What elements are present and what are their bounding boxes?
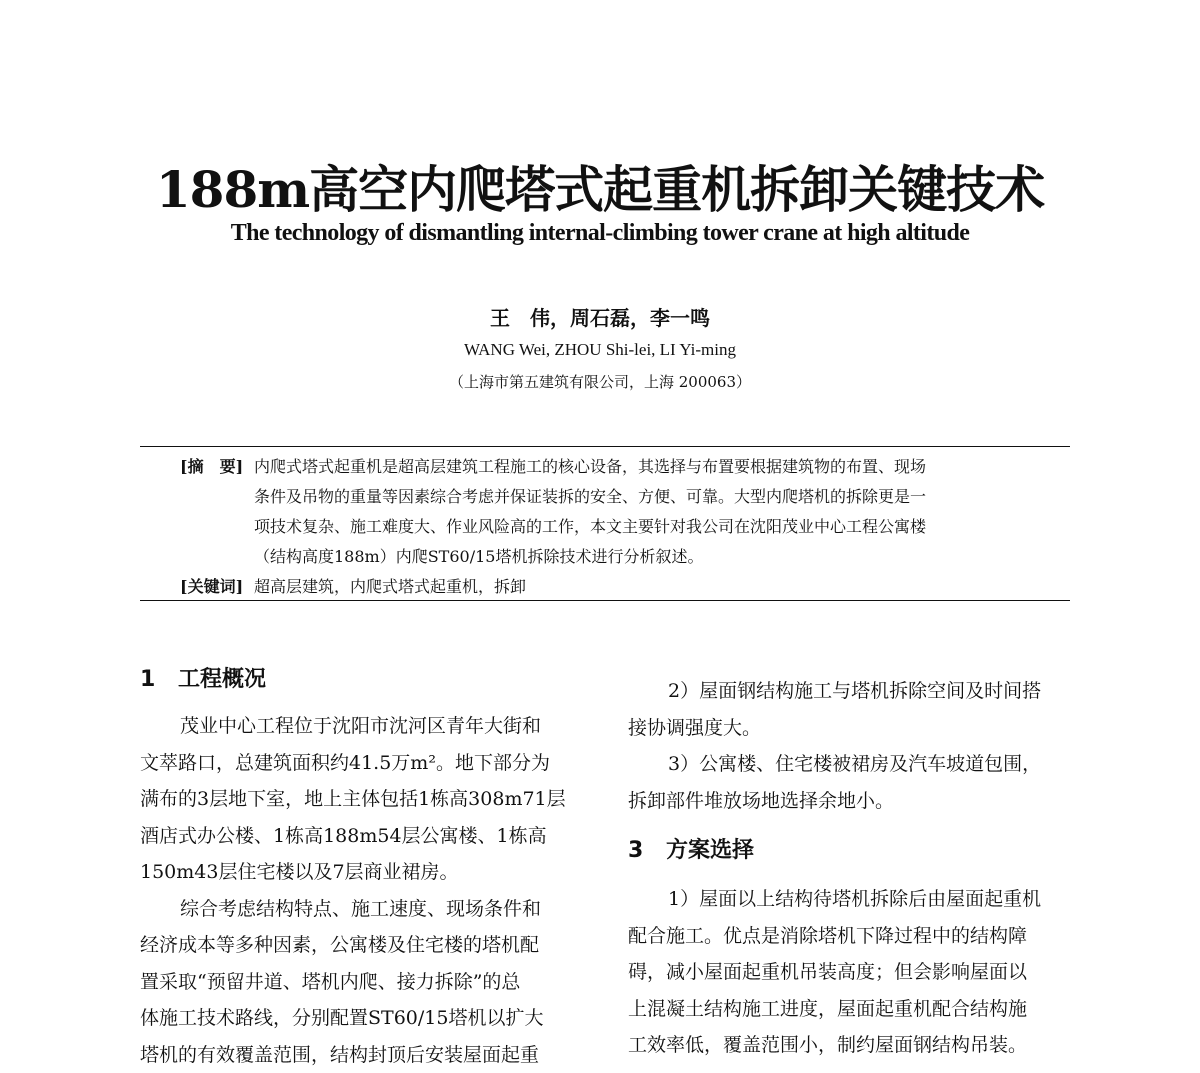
paragraph-line: 碍，减小屋面起重机吊装高度；但会影响屋面以 [628,954,1070,991]
section-number: 3 [628,831,666,871]
authors-english: WANG Wei, ZHOU Shi-lei, LI Yi-ming [0,340,1200,360]
paragraph-line: 置采取“预留井道、塔机内爬、接力拆除”的总 [140,964,582,1001]
abstract-block [180,452,1060,602]
paragraph-line: 1）屋面以上结构待塔机拆除后由屋面起重机 [628,881,1070,918]
section-heading-3 [628,831,1070,871]
abstract-first-line [180,452,1060,482]
paragraph-line: 配合施工。优点是消除塔机下降过程中的结构障 [628,918,1070,955]
paragraph-line: 塔机的有效覆盖范围，结构封顶后安装屋面起重 [140,1037,582,1073]
keywords-line [180,572,1060,602]
title-chinese: 188m高空内爬塔式起重机拆卸关键技术 [0,150,1200,222]
paragraph-line: 体施工技术路线，分别配置ST60/15塔机以扩大 [140,1000,582,1037]
paragraph-line: 拆卸部件堆放场地选择余地小。 [628,783,1070,820]
section-title: 工程概况 [178,667,266,692]
keywords-label: [关键词] [180,572,254,602]
abstract-line: 条件及吊物的重量等因素综合考虑并保证装拆的安全、方便、可靠。大型内爬塔机的拆除更是一 [180,482,1060,512]
paragraph-line: 综合考虑结构特点、施工速度、现场条件和 [140,891,582,928]
paragraph-line: 满布的3层地下室，地上主体包括1栋高308m71层 [140,781,582,818]
abstract-line: 内爬式塔式起重机是超高层建筑工程施工的核心设备，其选择与布置要根据建筑物的布置、现场 [254,452,926,482]
paragraph-line: 文萃路口，总建筑面积约41.5万m²。地下部分为 [140,745,582,782]
paragraph-line: 上混凝土结构施工进度，屋面起重机配合结构施 [628,991,1070,1028]
paragraph-line: 2）屋面钢结构施工与塔机拆除空间及时间搭 [628,673,1070,710]
abstract-label: [摘 要] [180,452,254,482]
abstract-line: （结构高度188m）内爬ST60/15塔机拆除技术进行分析叙述。 [180,542,1060,572]
paragraph-line: 3）公寓楼、住宅楼被裙房及汽车坡道包围， [628,746,1070,783]
right-column [628,673,1070,1064]
keywords-text: 超高层建筑，内爬式塔式起重机，拆卸 [254,572,526,602]
section-number: 1 [140,660,178,700]
abstract-line: 项技术复杂、施工难度大、作业风险高的工作，本文主要针对我公司在沈阳茂业中心工程公寓楼 [180,512,1060,542]
paragraph-line: 150m43层住宅楼以及7层商业裙房。 [140,854,582,891]
spacer [628,871,1070,881]
paragraph-line: 经济成本等多种因素，公寓楼及住宅楼的塔机配 [140,927,582,964]
authors-chinese: 王 伟，周石磊，李一鸣 [0,302,1200,331]
abstract-top-rule [140,446,1070,447]
abstract-bottom-rule [140,600,1070,601]
paragraph-line: 茂业中心工程位于沈阳市沈河区青年大街和 [140,708,582,745]
paragraph-line: 接协调强度大。 [628,710,1070,747]
section-title: 方案选择 [666,838,754,863]
title-english: The technology of dismantling internal-climbing tower crane at high altitude [0,220,1200,247]
paragraph-line: 酒店式办公楼、1栋高188m54层公寓楼、1栋高 [140,818,582,855]
section-heading-1 [140,660,582,700]
left-column [140,660,582,1073]
spacer [628,819,1070,831]
paragraph-line: 工效率低，覆盖范围小，制约屋面钢结构吊装。 [628,1027,1070,1064]
spacer [140,700,582,708]
affiliation: （上海市第五建筑有限公司，上海 200063） [0,371,1200,392]
